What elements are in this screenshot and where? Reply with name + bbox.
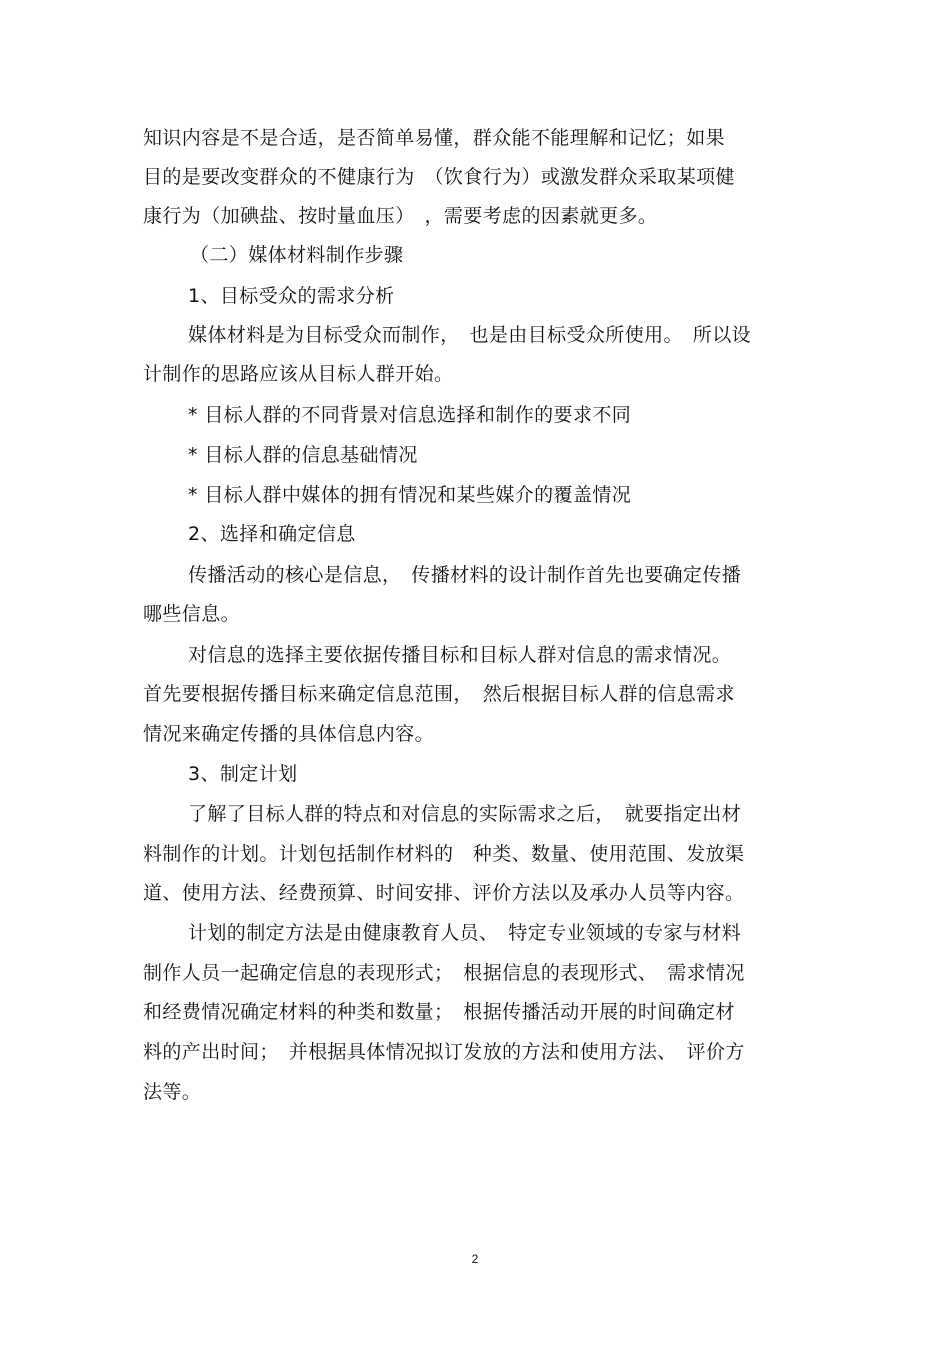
- bullet-item: * 目标人群的信息基础情况: [188, 444, 418, 466]
- text-line: 媒体材料是为目标受众而制作， 也是由目标受众所使用。 所以设: [188, 324, 752, 346]
- section-heading: （二）媒体材料制作步骤: [190, 244, 404, 266]
- subsection-heading: 1、目标受众的需求分析: [188, 285, 395, 307]
- text-line: 和经费情况确定材料的种类和数量； 根据传播活动开展的时间确定材: [143, 1001, 735, 1023]
- text-line: 计划的制定方法是由健康教育人员、 特定专业领域的专家与材料: [188, 922, 742, 944]
- subsection-heading: 2、选择和确定信息: [188, 523, 356, 545]
- text-line: 道、使用方法、经费预算、时间安排、评价方法以及承办人员等内容。: [143, 882, 745, 904]
- subsection-heading: 3、制定计划: [188, 763, 298, 785]
- text-line: 传播活动的核心是信息， 传播材料的设计制作首先也要确定传播: [188, 564, 742, 586]
- page-number: 2: [471, 1252, 479, 1266]
- bullet-item: * 目标人群的不同背景对信息选择和制作的要求不同: [188, 404, 632, 426]
- text-line: 康行为（加碘盐、按时量血压） ，需要考虑的因素就更多。: [143, 205, 658, 227]
- text-line: 对信息的选择主要依据传播目标和目标人群对信息的需求情况。: [188, 644, 732, 666]
- text-line: 知识内容是不是合适，是否简单易懂，群众能不能理解和记忆；如果: [143, 127, 726, 149]
- text-line: 首先要根据传播目标来确定信息范围， 然后根据目标人群的信息需求: [143, 683, 735, 705]
- text-line: 料制作的计划。计划包括制作材料的 种类、数量、使用范围、发放渠: [143, 843, 745, 865]
- bullet-item: * 目标人群中媒体的拥有情况和某些媒介的覆盖情况: [188, 484, 632, 506]
- text-line: 情况来确定传播的具体信息内容。: [143, 723, 435, 745]
- text-line: 目的是要改变群众的不健康行为 （饮食行为）或激发群众采取某项健: [143, 166, 735, 188]
- text-line: 了解了目标人群的特点和对信息的实际需求之后， 就要指定出材: [188, 803, 742, 825]
- text-line: 计制作的思路应该从目标人群开始。: [143, 363, 454, 385]
- text-line: 法等。: [143, 1081, 202, 1103]
- text-line: 料的产出时间； 并根据具体情况拟订发放的方法和使用方法、 评价方: [143, 1041, 745, 1063]
- text-line: 哪些信息。: [143, 603, 241, 625]
- text-line: 制作人员一起确定信息的表现形式； 根据信息的表现形式、 需求情况: [143, 962, 745, 984]
